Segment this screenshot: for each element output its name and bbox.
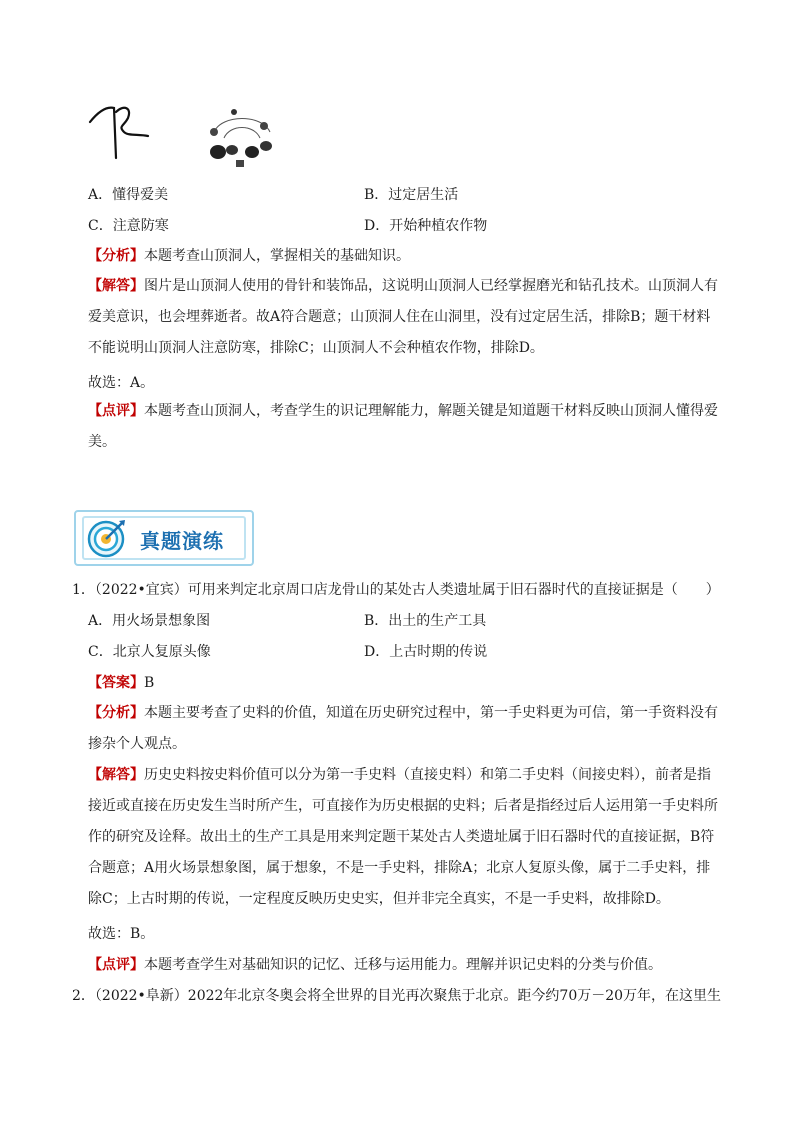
q1-option-b: B．出土的生产工具 <box>364 613 487 629</box>
ornament-necklace-image <box>204 108 280 170</box>
q1-analysis-paragraph <box>88 698 724 760</box>
q1-comment-tag: 【点评】 <box>88 957 144 973</box>
q1-answer-paragraph <box>88 760 724 915</box>
analysis-text: 本题考查山顶洞人，掌握相关的基础知识。 <box>144 248 410 264</box>
q1-comment-text: 本题考查学生对基础知识的记忆、迁移与运用能力。理解并识记史料的分类与价值。 <box>144 957 662 973</box>
comment-paragraph <box>88 396 724 458</box>
option-c: C．注意防寒 <box>88 218 169 234</box>
q1-choice-line: 故选：B。 <box>88 926 155 942</box>
option-d: D．开始种植农作物 <box>364 218 488 234</box>
q1-answer-tag: 【解答】 <box>88 767 144 783</box>
q1-analysis-tag: 【分析】 <box>88 705 144 721</box>
q1-analysis-text: 本题主要考查了史料的价值，知道在历史研究过程中，第一手史料更为可信，第一手资料没有掺杂个人观点。 <box>88 705 718 752</box>
q2-stem: 2．（2022•阜新）2022年北京冬奥会将全世界的目光再次聚焦于北京。距今约70万－20万年，在这里生 <box>72 988 722 1004</box>
q1-key-line <box>88 673 154 693</box>
option-a: A．懂得爱美 <box>88 187 169 203</box>
q1-key: B <box>144 675 155 691</box>
q1-comment-line <box>88 955 662 975</box>
analysis-tag: 【分析】 <box>88 248 144 264</box>
q1-answer-text: 历史史料按史料价值可以分为第一手史料（直接史料）和第二手史料（间接史料），前者是指接近或直接在历史发生当时所产生，可直接作为历史根据的史料；后者是指经过后人运用第一手史料所作的研究及诠释。故出土的生产工具是用来判定题干某处古人类遗址属于旧石器时代的直接证据，B符合题意；A用火场景想象图，属于想象，不是一手史料，排除A；北京人复原头像，属于二手史料，排除C；上古时期的传说，一定程度反映历史史实，但并非完全真实，不是一手史料，故排除D。 <box>88 767 718 907</box>
option-b: B．过定居生活 <box>364 187 459 203</box>
bone-needle-image <box>88 100 158 170</box>
q1-option-a: A．用火场景想象图 <box>88 613 211 629</box>
section-banner <box>74 510 254 566</box>
answer-text: 图片是山顶洞人使用的骨针和装饰品，这说明山顶洞人已经掌握磨光和钻孔技术。山顶洞人有爱美意识，也会埋葬逝者。故A符合题意；山顶洞人住在山洞里，没有过定居生活，排除B；题干材料不能说明山顶洞人注意防寒，排除C；山顶洞人不会种植农作物，排除D。 <box>88 278 718 356</box>
q1-key-tag: 【答案】 <box>88 675 144 691</box>
answer-paragraph <box>88 271 724 364</box>
analysis-line <box>88 246 410 266</box>
comment-tag: 【点评】 <box>88 403 144 419</box>
target-icon <box>86 518 128 558</box>
q1-option-c: C．北京人复原头像 <box>88 644 211 660</box>
q1-option-d: D．上古时期的传说 <box>364 644 488 660</box>
choice-line: 故选：A。 <box>88 375 155 391</box>
q1-stem: 1．（2022•宜宾）可用来判定北京周口店龙骨山的某处古人类遗址属于旧石器时代的直接证据是（ ） <box>72 582 720 598</box>
section-title: 真题演练 <box>140 529 224 553</box>
answer-tag: 【解答】 <box>88 278 144 294</box>
comment-text: 本题考查山顶洞人，考查学生的识记理解能力，解题关键是知道题干材料反映山顶洞人懂得爱美。 <box>88 403 718 450</box>
